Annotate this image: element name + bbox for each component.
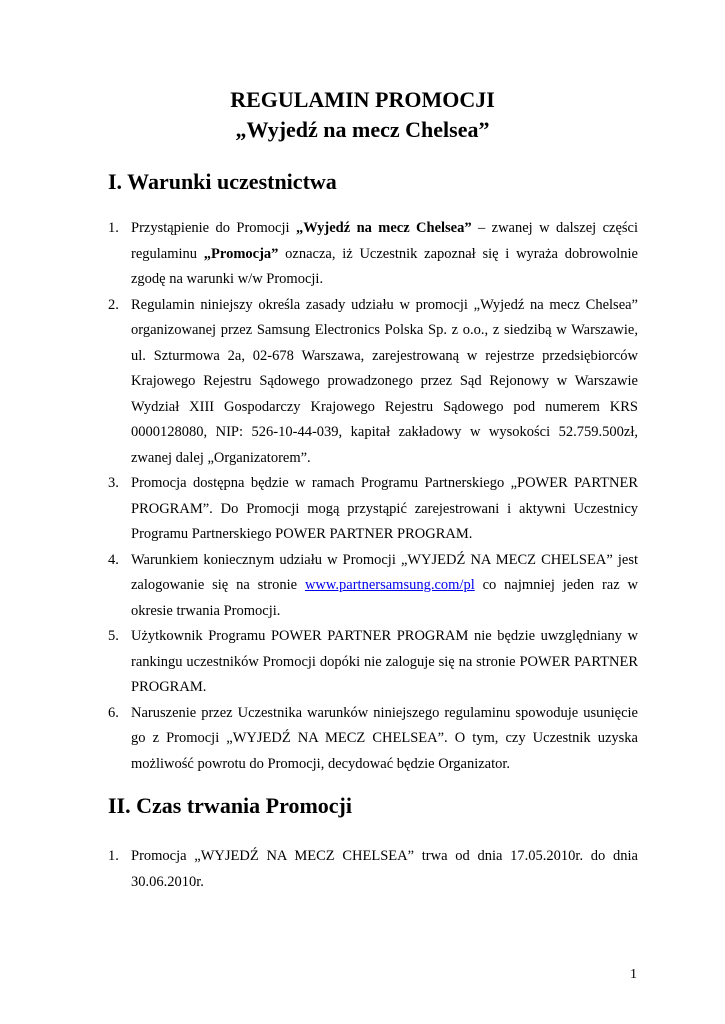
item-text: Użytkownik Programu POWER PARTNER PROGRAM nie będzie uwzględniany w rankingu uczestników Promocji dopóki nie zaloguje się na stronie POWER PARTNER PROGRAM. bbox=[131, 628, 638, 695]
item-number: 6. bbox=[108, 704, 119, 721]
item-number: 4. bbox=[108, 551, 119, 568]
item-number: 1. bbox=[108, 848, 119, 864]
list-item bbox=[108, 293, 638, 472]
item-text-part: Warunkiem koniecznym udziału w Promocji „WYJEDŹ NA MECZ CHELSEA” jest zalogowanie się na stronie bbox=[131, 551, 638, 593]
item-text: Naruszenie przez Uczestnika warunków niniejszego regulaminu spowoduje usunięcie go z Promocji „WYJEDŹ NA MECZ CHELSEA”. O tym, czy Uczestnik uzyska możliwość powrotu do Promocji, decydować będzie Organizator. bbox=[131, 704, 638, 772]
document-title: REGULAMIN PROMOCJI bbox=[230, 87, 495, 112]
duration-list bbox=[108, 844, 638, 895]
conditions-list bbox=[108, 216, 638, 777]
item-text: Promocja „WYJEDŹ NA MECZ CHELSEA” trwa od dnia 17.05.2010r. do dnia 30.06.2010r. bbox=[131, 848, 638, 890]
item-number: 5. bbox=[108, 628, 119, 644]
promo-name-bold: „Wyjedź na mecz Chelsea” bbox=[295, 220, 472, 236]
list-item bbox=[108, 624, 638, 701]
list-item bbox=[108, 701, 638, 778]
item-text-part: co najmniej jeden raz w okresie trwania Promocji. bbox=[131, 577, 638, 619]
item-text: Regulamin niniejszy określa zasady udziału w promocji „Wyjedź na mecz Chelsea” organizowanej przez Samsung Electronics Polska Sp. z o.o., z siedzibą w Warszawie, ul. Szturmowa 2a, 02-678 Warszawa, zarejestrowaną w rejestrze przedsiębiorców Krajowego Rejestru Sądowego prowadzonego przez Sąd Rejonowy w Warszawie Wydział XIII Gospodarczy Krajowego Rejestru Sądowego pod numerem KRS 0000128080, NIP: 526-10-44-039, kapitał zakładowy w wysokości 52.759.500zł, zwanej dalej „Organizatorem”. bbox=[131, 296, 638, 466]
section-heading-duration: II. Czas trwania Promocji bbox=[108, 793, 352, 818]
item-number: 1. bbox=[108, 220, 119, 236]
item-text: Promocja dostępna będzie w ramach Programu Partnerskiego „POWER PARTNER PROGRAM”. Do Promocji mogą przystąpić zarejestrowani i aktywni Uczestnicy Programu Partnerskiego POWER PARTNER PROGRAM. bbox=[131, 475, 638, 542]
item-text bbox=[131, 548, 638, 625]
list-item bbox=[108, 844, 638, 895]
promo-term-bold: „Promocja” bbox=[203, 245, 279, 262]
item-text bbox=[131, 216, 638, 293]
list-item bbox=[108, 471, 638, 548]
item-text-part: – zwanej w dalszej części regulaminu bbox=[131, 220, 639, 262]
list-item bbox=[108, 216, 638, 293]
item-number: 3. bbox=[108, 475, 119, 491]
page-number: 1 bbox=[630, 967, 637, 982]
document-subtitle: „Wyjedź na mecz Chelsea” bbox=[235, 117, 490, 142]
item-text-part: Przystąpienie do Promocji bbox=[131, 220, 296, 236]
section-heading-conditions: I. Warunki uczestnictwa bbox=[108, 169, 337, 194]
list-item bbox=[108, 548, 638, 625]
partner-site-link[interactable]: www.partnersamsung.com/pl bbox=[304, 577, 475, 593]
item-number: 2. bbox=[108, 296, 119, 313]
item-text-part: oznacza, iż Uczestnik zapoznał się i wyraża dobrowolnie zgodę na warunki w/w Promocji. bbox=[131, 245, 638, 287]
